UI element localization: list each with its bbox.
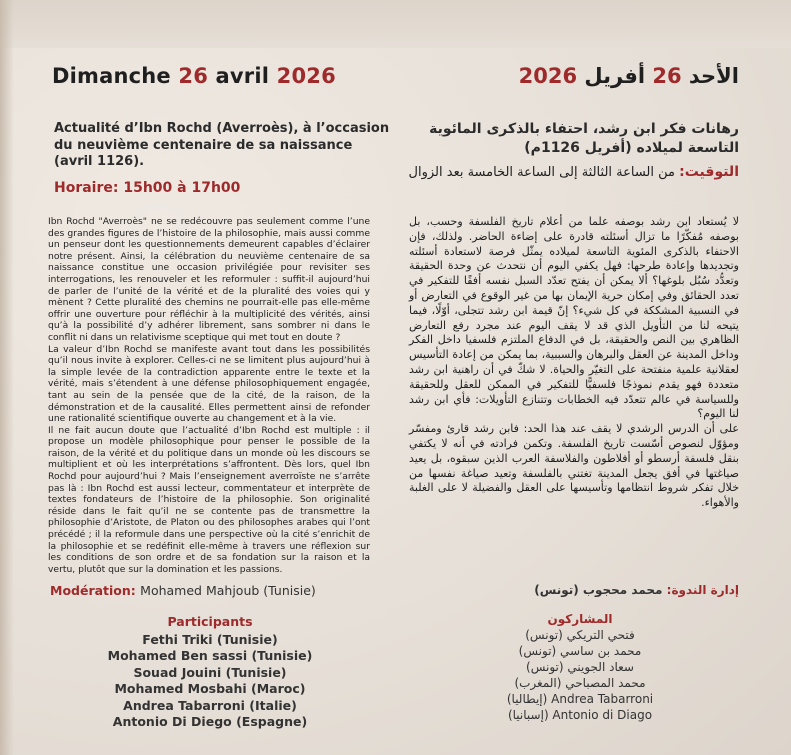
- body-fr-paragraph: Ibn Rochd "Averroès" ne se redécouvre pas seulement comme l’une des grandes figures de l’histoire de la philosophie, mais aussi comme un penseur dont les questionnements demeurent capables d’éclairer notre présent. Ainsi, la célébration du neuvième centenaire de sa naissance constitue une occasion privilégiée pour revisiter ses interrogations, les renouveler et les reformuler : suffit-il aujourd’hui de parler de l’unité de la vérité et de la pluralité des voies qui y mènent ? Cette pluralité des chemins ne pourrait-elle pas elle-même offrir une ouverture pour réfléchir à la multiplicité des vérités, ainsi qu’à la possibilité d’y adhérer librement, sans sombrer ni dans le conflit ni dans un relativisme sceptique qui met tout en doute ?: [48, 216, 370, 343]
- participant-fr: Mohamed Mosbahi (Maroc): [114, 681, 306, 696]
- participant-ar: (إسبانيا) Antonio di Diago: [507, 708, 653, 722]
- moderation-ar: [534, 583, 739, 597]
- participant-fr: Fethi Triki (Tunisie): [142, 631, 278, 647]
- schedule-fr: [54, 180, 240, 196]
- body-ar-paragraph: على أن الدرس الرشدي لا يقف عند هذا الحد: فابن رشد قارئ ومفسّر ومؤوّل لنصوص أسّست تاريخ الفلسفة. وتكمن فرادته في أنه لا يكتفي بنقل فلسفة أرسطو أو أفلاطون والفلاسفة العرب الذين سبقوه، بل يعيد صياغتها في أفق يجعل المدينة تغتني بالفلسفة وتعيد صياغة نفسها من خلال تفكر شروط انتظامها وتأسيسها على العقل والفضيلة لا على الغلبة والأهواء.: [409, 422, 739, 510]
- schedule-ar-value: من الساعة الثالثة إلى الساعة الخامسة بعد الزوال: [408, 165, 675, 180]
- participant-ar: محمد بن ساسي (تونس): [518, 644, 642, 658]
- date-fr-month: avril: [215, 64, 270, 88]
- body-fr-paragraph: Il ne fait aucun doute que l’actualité d’Ibn Rochd est multiple : il propose un modèle philosophique pour penser le possible de la raison, de la vérité et du politique dans un monde où les discours se multiplient et où les interprétations s’affrontent. Dès lors, quel Ibn Rochd pour aujourd’hui ? Mais l’enseignement averroïste ne s’arrête pas là : Ibn Rochd est aussi lecteur, commentateur et interprète de textes fondateurs de l’histoire de la philosophie. Son originalité réside dans le fait qu’il ne se contente pas de transmettre la philosophie d’Aristote, de Platon ou des philosophes arabes qui l’ont précédé ; il la reformule dans une perspective où la cité s’enrichit de la philosophie et se redéfinit elle-même à travers une réflexion sur les conditions de son ordre et de sa fondation sur la raison et la vertu, plutôt que sur la domination et les passions.: [48, 424, 370, 575]
- date-ar-num: 26: [652, 64, 682, 88]
- date-ar-month: أفريل: [584, 64, 646, 88]
- moderation-fr-label: Modération:: [50, 583, 136, 598]
- moderation-fr-value: Mohamed Mahjoub (Tunisie): [140, 583, 316, 598]
- moderation-ar-value: محمد محجوب (تونس): [534, 583, 663, 597]
- body-fr: [48, 216, 370, 575]
- participant-fr: Mohamed Ben sassi (Tunisie): [107, 648, 313, 663]
- moderation-ar-label: إدارة الندوة:: [666, 583, 739, 597]
- participant-ar: محمد المصباحي (المغرب): [514, 676, 646, 690]
- body-ar: [409, 215, 739, 511]
- schedule-fr-label: Horaire:: [54, 180, 119, 196]
- date-fr-num: 26: [178, 64, 209, 88]
- participants-ar: [480, 611, 680, 723]
- schedule-ar-label: التوقيت:: [679, 164, 739, 180]
- body-fr-paragraph: La valeur d’Ibn Rochd se manifeste avant tout dans les possibilités qu’il nous invite à explorer. Celles-ci ne se limitent plus aujourd’hui à la simple levée de la contradiction apparente entre le texte et la vérité, mais s’étendent à une défense philosophiquement engagée, tant au sein de la pensée que de la cité, de la raison, de la démonstration et de la causalité. Elles permettent ainsi de refonder une rationalité scientifique ouverte au changement et à la vie.: [48, 343, 370, 425]
- participants-fr-heading: Participants: [167, 614, 253, 629]
- participant-ar: (إيطاليا) Andrea Tabarroni: [506, 692, 654, 706]
- schedule-fr-value: 15h00 à 17h00: [123, 180, 241, 196]
- schedule-ar: [379, 163, 739, 182]
- date-ar: [519, 64, 739, 88]
- participant-ar: فتحي التريكي (تونس): [525, 628, 635, 642]
- participant-fr: Andrea Tabarroni (Italie): [123, 697, 297, 713]
- date-fr-year: 2026: [276, 64, 336, 88]
- participant-fr: Souad Jouini (Tunisie): [133, 664, 287, 680]
- date-ar-day: الأحد: [688, 64, 739, 88]
- date-fr-day: Dimanche: [52, 64, 171, 88]
- left-edge-decoration: [0, 0, 14, 755]
- date-fr: [52, 64, 336, 88]
- date-ar-year: 2026: [518, 64, 578, 88]
- title-fr: Actualité d’Ibn Rochd (Averroès), à l’occasion du neuvième centenaire de sa naissance (avril 1126).: [54, 121, 390, 169]
- participant-fr: Antonio Di Diego (Espagne): [112, 714, 308, 729]
- top-band: [0, 0, 791, 48]
- body-ar-paragraph: لا يُستعاد ابن رشد بوصفه علما من أعلام تاريخ الفلسفة وحسب، بل بوصفه مُفكّرًا ما تزال أسئلته قادرة على إضاءة الحاضر. ولذلك، فإن الاحتفاء بالذكرى المئوية التاسعة لميلاده يمثّل فرصة لاستعادة أسئلته وتجديدها وإعادة طرحها: فهل يكفي اليوم أن نتحدث عن وحدة الحقيقة وتعدُّد سُبُل بلوغها؟ ألا يمكن أن يفتح تعدّد السبل نفسه أفقًا للتفكير في تعدد الحقائق وفي إمكان حرية الإيمان بها من غير الوقوع في التعارض أو في النسبية المشككة في كل شيء؟ إنّ قيمة ابن رشد تتجلى، أوّلًا، فيما يتيحه لنا من التأويل الذي قد لا يقف اليوم عند مجرد رفع التعارض الظاهري بين النص والحقيقة، بل في الدفاع الملتزم فلسفيا داخل الفكر وداخل المدينة عن العقل والبرهان والسببية، بما يمكن من إعادة التأسيس لعقلانية علمية منفتحة على التغيّر والحياة. لا شكّ في أن راهنية ابن رشد متعددة فهو يقدم نموذجًا فلسفيًّا للتفكير في الممكن للعقل وللحقيقة وللسياسة في عالم تتعدّد فيه الخطابات وتتنازع التأويلات: فأي ابن رشد لنا اليوم؟: [409, 215, 739, 421]
- participants-fr: [90, 614, 330, 731]
- title-ar: رهانات فكر ابن رشد، احتفاء بالذكرى المائوية التاسعة لميلاده (أفريل 1126م): [429, 121, 739, 156]
- participant-ar: سعاد الجويني (تونس): [526, 660, 634, 674]
- moderation-fr: [50, 583, 316, 598]
- participants-ar-heading: المشاركون: [547, 612, 613, 626]
